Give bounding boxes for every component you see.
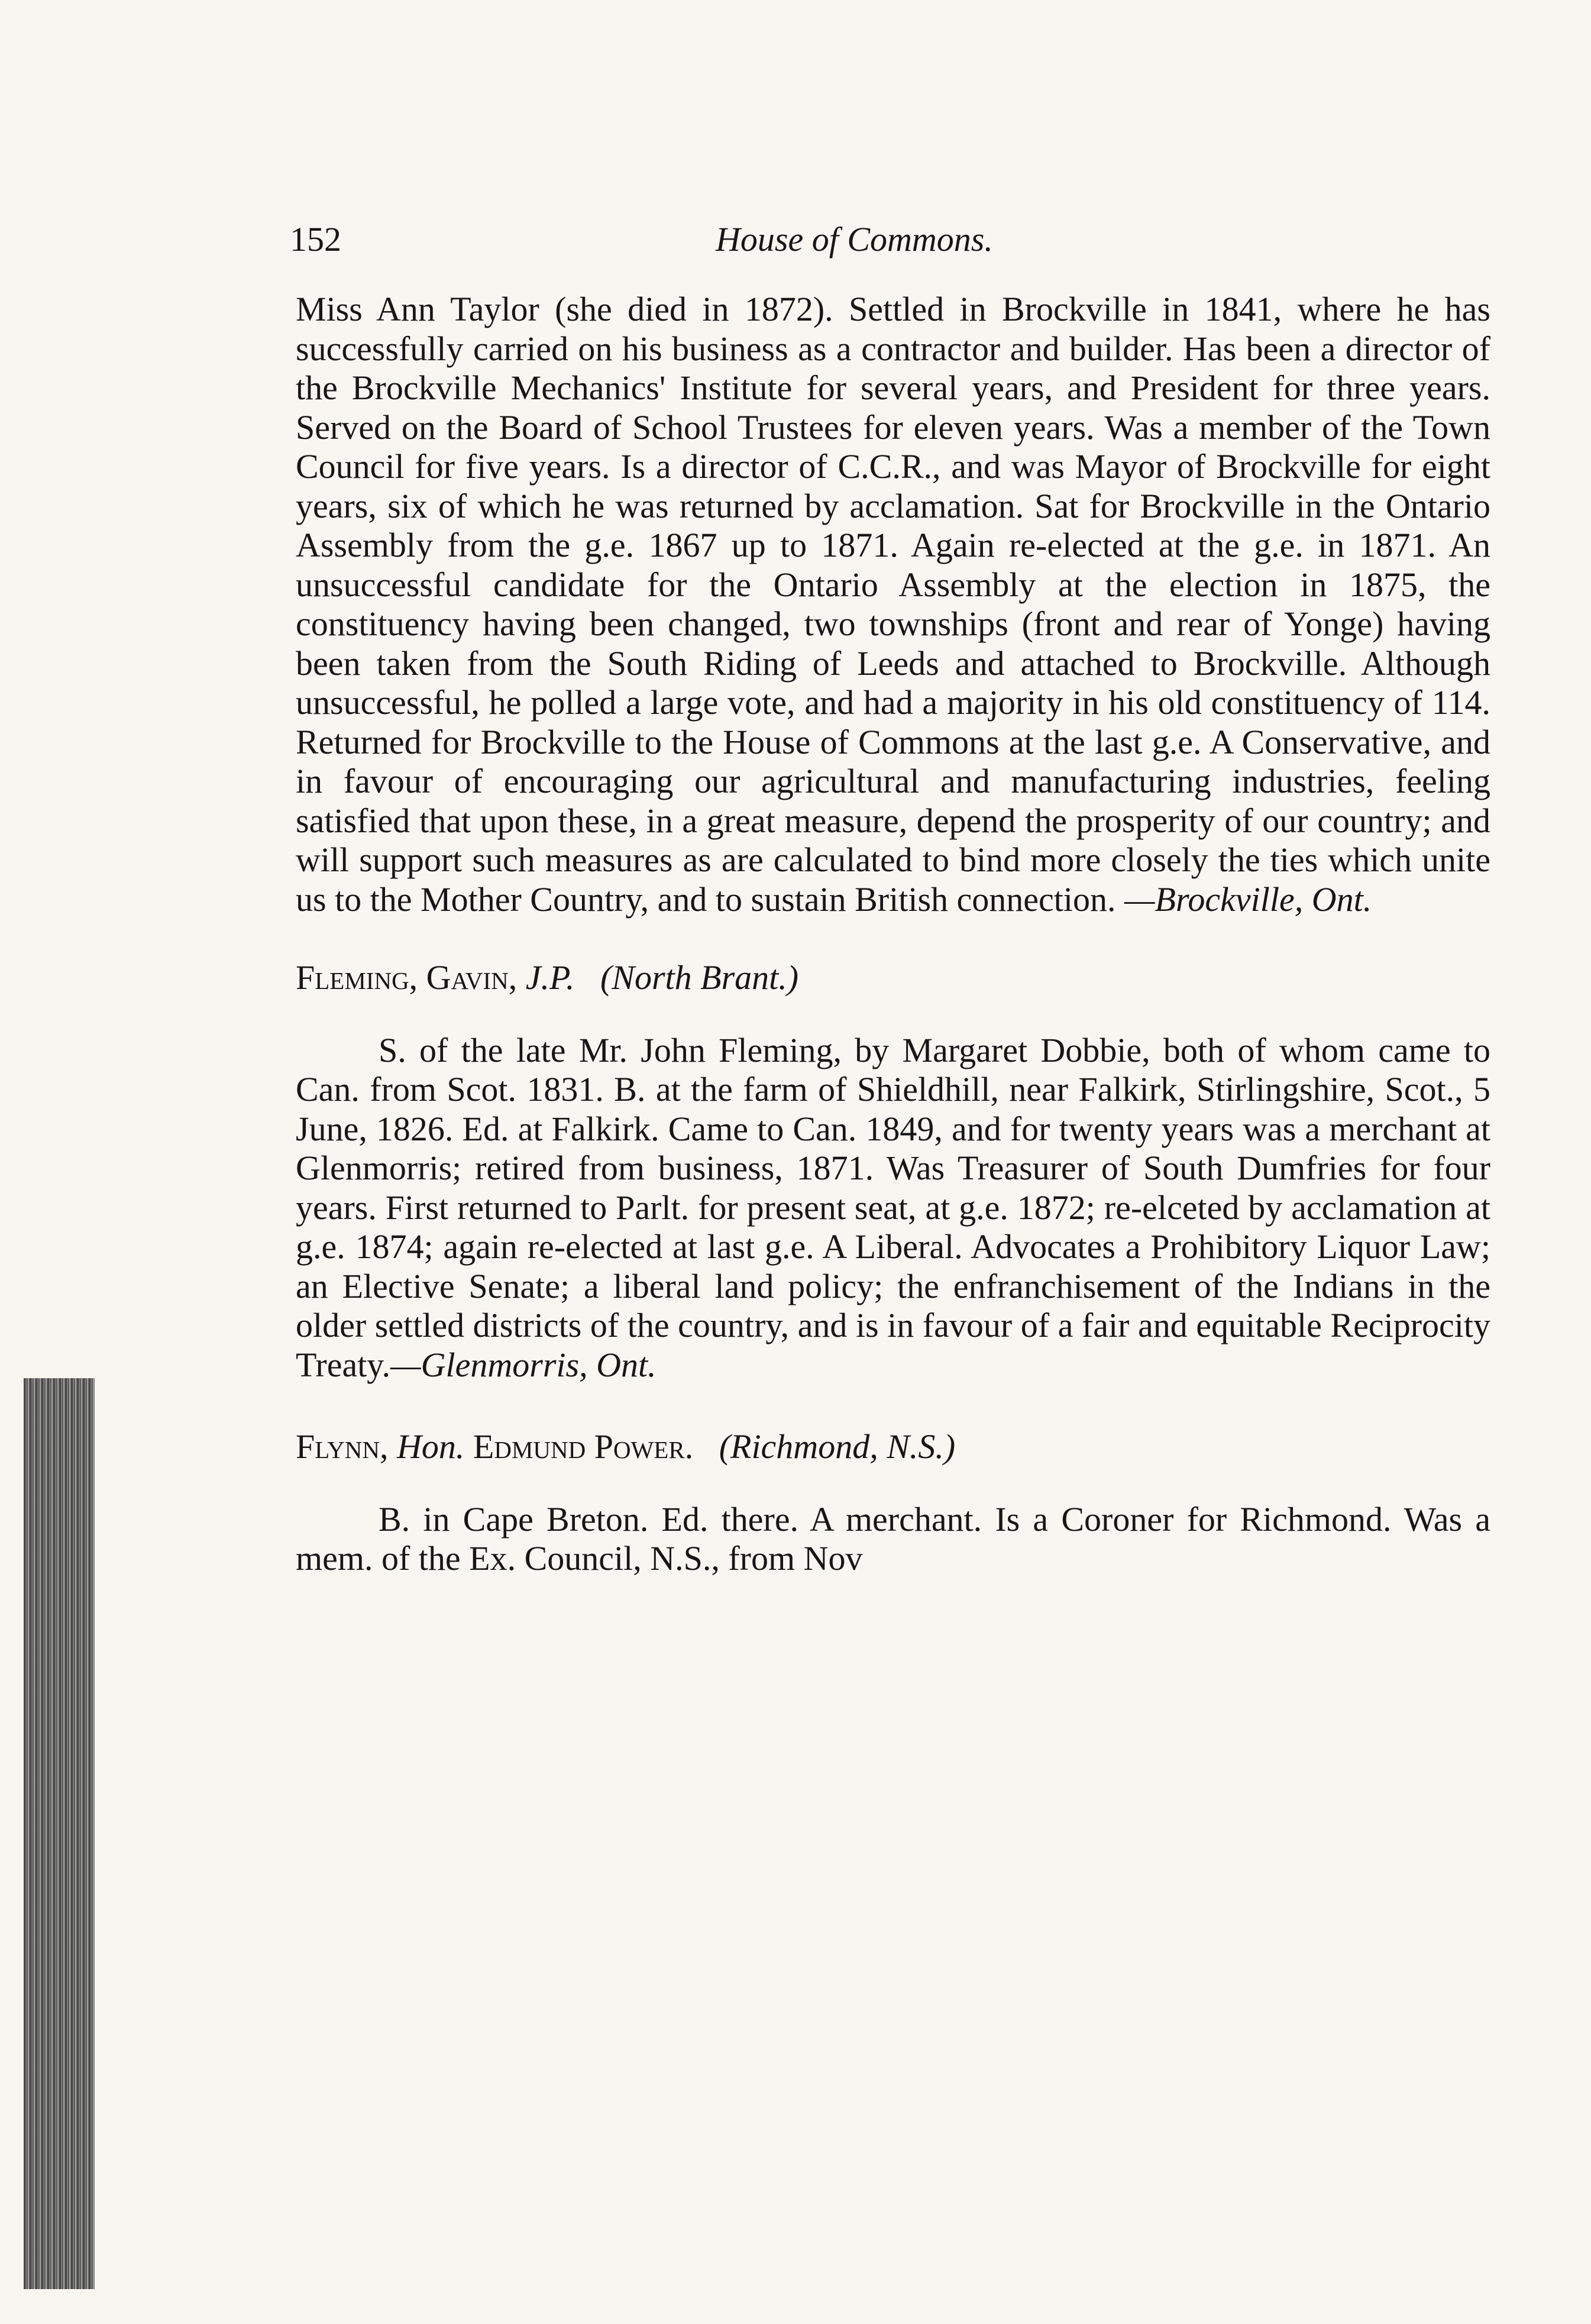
entry-name-rest: Edmund Power. bbox=[473, 1427, 694, 1466]
continued-paragraph: Miss Ann Taylor (she died in 1872). Settled in Brockville in 1841, where he has successfully carried on his business as a contractor and builder. Has been a director of the Brockville Mechanics' Institute for several years, and President for three years. Served on the Board of School Trustees for eleven years. Was a member of the Town Council for five years. Is a director of C.C.R., and was Mayor of Brockville for eight years, six of which he was returned by acclamation. Sat for Brockville in the Ontario Assembly from the g.e. 1867 up to 1871. Again re-elected at the g.e. in 1871. An unsuccessful candidate for the Ontario Assembly at the election in 1875, the constituency having been changed, two townships (front and rear of Yonge) having been taken from the South Riding of Leeds and attached to Brockville. Although unsuccessful, he polled a large vote, and had a majority in his old constituency of 114. Returned for Brockville to the House of Commons at the last g.e. A Conservative, and in favour of encouraging our agricultural and manufacturing industries, feeling satisfied that upon these, in a great measure, depend the prosperity of our country; and will support such measures as are calculated to bind more closely the ties which unite us to the Mother Country, and to sustain British connection. bbox=[296, 290, 1490, 919]
entry-continued-text bbox=[296, 290, 1490, 919]
binding-edge-shadow bbox=[24, 1378, 95, 2289]
entry-body-text: B. in Cape Breton. Ed. there. A merchant. Is a Coroner for Richmond. Was a mem. of the Ex. Council, N.S., from Nov bbox=[296, 1499, 1490, 1578]
page-number: 152 bbox=[290, 220, 341, 258]
entry-address: —Glenmorris, Ont. bbox=[390, 1345, 657, 1384]
entry-heading-fleming bbox=[296, 958, 1490, 998]
running-title: House of Commons. bbox=[716, 220, 993, 258]
entry-title: Hon. bbox=[397, 1427, 465, 1466]
entry-body-text: S. of the late Mr. John Fleming, by Margaret Dobbie, both of whom came to Can. from Scot. 1831. B. at the farm of Shieldhill, near Falkirk, Stirlingshire, Scot., 5 June, 1826. Ed. at Falkirk. Came to Can. 1849, and for twenty years was a merchant at Glenmorris; retired from business, 1871. Was Treasurer of South Dumfries for four years. First returned to Parlt. for present seat, at g.e. 1872; re-elceted by acclamation at g.e. 1874; again re-elected at last g.e. A Liberal. Advocates a Prohibitory Liquor Law; an Elective Senate; a liberal land policy; the enfranchisement of the Indians in the older settled districts of the country, and is in favour of a fair and equitable Reciprocity Treaty. bbox=[296, 1030, 1490, 1384]
entry-body-flynn bbox=[296, 1500, 1490, 1579]
entry-title: J.P. bbox=[525, 958, 575, 997]
text-block bbox=[296, 290, 1490, 1579]
entry-riding: (Richmond, N.S.) bbox=[719, 1427, 956, 1466]
entry-name: Fleming, Gavin, bbox=[296, 958, 518, 997]
continued-address: —Brockville, Ont. bbox=[1124, 880, 1372, 919]
entry-name: Flynn, bbox=[296, 1427, 389, 1466]
page-header bbox=[290, 216, 1201, 263]
entry-riding: (North Brant.) bbox=[600, 958, 799, 997]
entry-heading-flynn bbox=[296, 1427, 1490, 1467]
entry-body-fleming bbox=[296, 1031, 1490, 1385]
